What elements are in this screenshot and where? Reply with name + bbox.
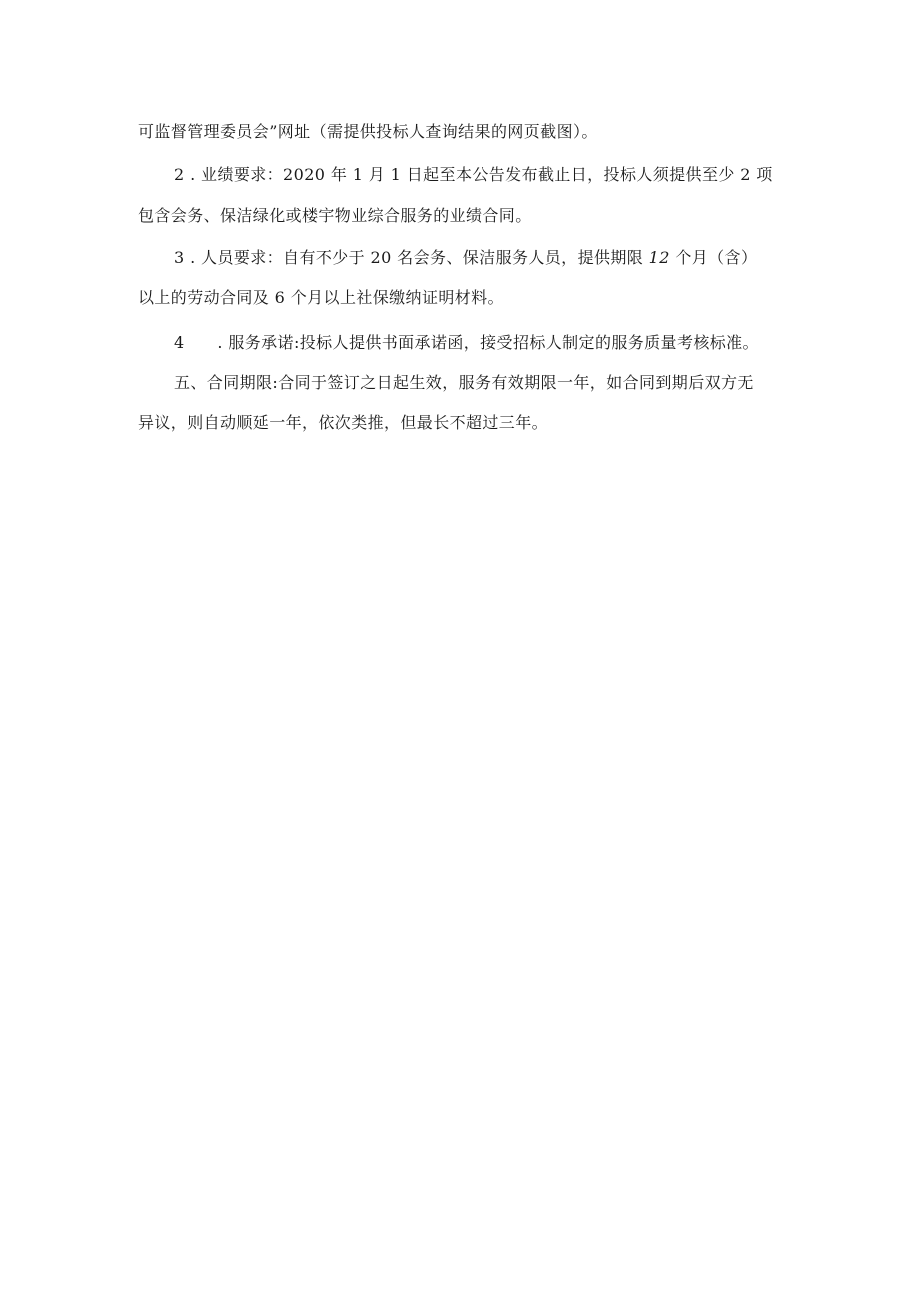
text-line-8: 异议，则自动顺延一年，依次类推，但最长不超过三年。 (138, 413, 549, 432)
text-line-3: 包含会务、保洁绿化或楼宇物业综合服务的业绩合同。 (138, 206, 532, 225)
text-line-personnel-requirement (174, 248, 757, 268)
text-line-1: 可监督管理委员会”网址（需提供投标人查询结果的网页截图）。 (138, 122, 598, 141)
text-segment-italic-number: 12 (648, 248, 670, 267)
text-segment: 个月（含） (675, 248, 758, 267)
text-line-contract-term: 五、合同期限:合同于签订之日起生效，服务有效期限一年，如合同到期后双方无 (174, 373, 754, 392)
text-line-service-commitment: 4 . 服务承诺:投标人提供书面承诺函，接受招标人制定的服务质量考核标准。 (174, 333, 759, 352)
text-line-performance-requirement: 2 . 业绩要求：2020 年 1 月 1 日起至本公告发布截止日，投标人须提供至少 2 项 (174, 165, 773, 184)
text-line-5: 以上的劳动合同及 6 个月以上社保缴纳证明材料。 (138, 288, 504, 307)
text-segment: 3 . 人员要求：自有不少于 20 名会务、保洁服务人员，提供期限 (174, 248, 644, 267)
